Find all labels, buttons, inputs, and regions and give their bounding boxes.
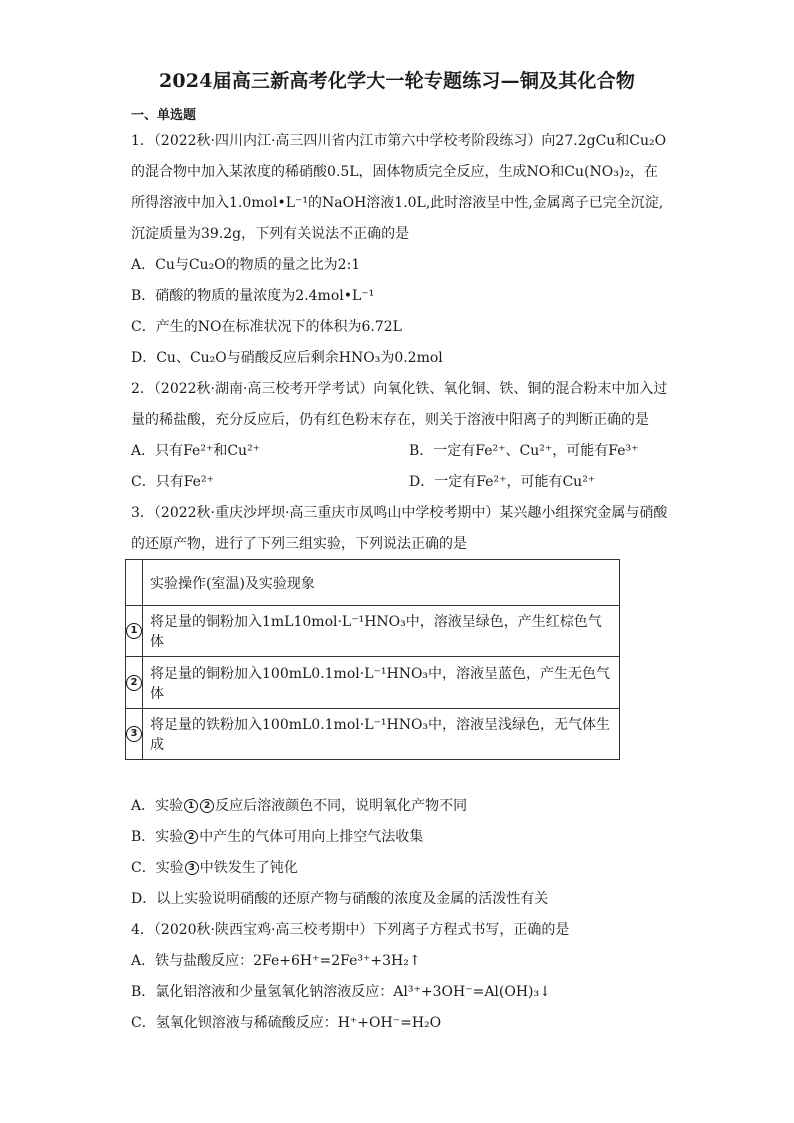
row-text-cell: 将足量的铜粉加入1mL10mol·L⁻¹HNO₃中，溶液呈绿色，产生红棕色气体 — [143, 606, 620, 657]
circled-number: 2 — [184, 830, 198, 844]
q1-stem-line1: 1．（2022秋·四川内江·高三四川省内江市第六中学校考阶段练习）向27.2gCu和Cu₂O — [131, 133, 667, 149]
table-row — [126, 606, 620, 657]
q3-option-a-prefix: A．实验 — [131, 798, 184, 814]
table-header-num-cell — [126, 560, 143, 606]
table-row — [126, 657, 620, 709]
section-heading: 一、单选题 — [131, 108, 197, 123]
q4-option-c: C．氢氧化钡溶液与稀硫酸反应：H⁺+OH⁻=H₂O — [131, 1015, 442, 1031]
experiment-table — [125, 559, 620, 760]
q1-stem-line3: 所得溶液中加入1.0mol•L⁻¹的NaOH溶液1.0L,此时溶液呈中性,金属离子已完全沉淀, — [131, 195, 664, 211]
q3-option-c-text: 中铁发生了钝化 — [199, 860, 298, 876]
q3-stem-line1: 3．（2022秋·重庆沙坪坝·高三重庆市凤鸣山中学校考期中）某兴趣小组探究金属与硝酸 — [131, 505, 668, 521]
q4-option-a: A．铁与盐酸反应：2Fe+6H⁺=2Fe³⁺+3H₂↑ — [131, 953, 421, 969]
document-title: 2024届高三新高考化学大一轮专题练习—铜及其化合物 — [158, 70, 636, 92]
circled-number: 1 — [126, 623, 142, 639]
q2-option-a: A．只有Fe²⁺和Cu²⁺ — [131, 443, 261, 459]
row-text-cell: 将足量的铜粉加入100mL0.1mol·L⁻¹HNO₃中，溶液呈蓝色，产生无色气体 — [143, 657, 620, 709]
row-text-cell: 将足量的铁粉加入100mL0.1mol·L⁻¹HNO₃中，溶液呈浅绿色，无气体生成 — [143, 709, 620, 760]
q3-option-c — [131, 858, 298, 878]
circled-number: 3 — [185, 861, 199, 875]
q3-option-c-prefix: C．实验 — [131, 860, 184, 876]
q1-option-a: A．Cu与Cu₂O的物质的量之比为2:1 — [131, 257, 361, 273]
q2-option-b: B．一定有Fe²⁺、Cu²⁺，可能有Fe³⁺ — [409, 443, 639, 459]
table-header-cell: 实验操作(室温)及实验现象 — [143, 560, 620, 606]
q1-stem-line4: 沉淀质量为39.2g，下列有关说法不正确的是 — [131, 226, 410, 242]
q2-stem-line2: 量的稀盐酸，充分反应后，仍有红色粉末存在，则关于溶液中阳离子的判断正确的是 — [131, 412, 649, 428]
q3-option-b-prefix: B．实验 — [131, 829, 184, 845]
row-number-cell — [126, 606, 143, 657]
circled-number: 3 — [126, 726, 142, 742]
q4-option-b: B．氯化铝溶液和少量氢氧化钠溶液反应：Al³⁺+3OH⁻=Al(OH)₃↓ — [131, 984, 551, 1000]
circled-number: 2 — [126, 675, 142, 691]
row-number-cell — [126, 657, 143, 709]
q3-option-d: D．以上实验说明硝酸的还原产物与硝酸的浓度及金属的活泼性有关 — [131, 891, 549, 907]
q1-option-d: D．Cu、Cu₂O与硝酸反应后剩余HNO₃为0.2mol — [131, 350, 443, 366]
circled-number: 2 — [200, 799, 214, 813]
row-number-cell — [126, 709, 143, 760]
q1-stem-line2: 的混合物中加入某浓度的稀硝酸0.5L，固体物质完全反应，生成NO和Cu(NO₃)₂，在 — [131, 164, 658, 180]
q3-option-a — [131, 796, 467, 816]
q2-stem-line1: 2．（2022秋·湖南·高三校考开学考试）向氧化铁、氧化铜、铁、铜的混合粉末中加入过 — [131, 381, 668, 397]
q3-option-a-text: 反应后溶液颜色不同，说明氧化产物不同 — [215, 798, 468, 814]
q3-option-b-text: 中产生的气体可用向上排空气法收集 — [199, 829, 424, 845]
table-row — [126, 709, 620, 760]
q1-option-c: C．产生的NO在标准状况下的体积为6.72L — [131, 319, 402, 335]
q3-stem-line2: 的还原产物，进行了下列三组实验，下列说法正确的是 — [131, 536, 467, 552]
q2-option-d: D．一定有Fe²⁺，可能有Cu²⁺ — [409, 474, 596, 490]
q4-stem-line1: 4．（2020秋·陕西宝鸡·高三校考期中）下列离子方程式书写，正确的是 — [131, 922, 570, 938]
circled-number: 1 — [184, 799, 198, 813]
table-header-row — [126, 560, 620, 606]
q2-option-c: C．只有Fe²⁺ — [131, 474, 214, 490]
q3-option-b — [131, 827, 423, 847]
q1-option-b: B．硝酸的物质的量浓度为2.4mol•L⁻¹ — [131, 288, 375, 304]
